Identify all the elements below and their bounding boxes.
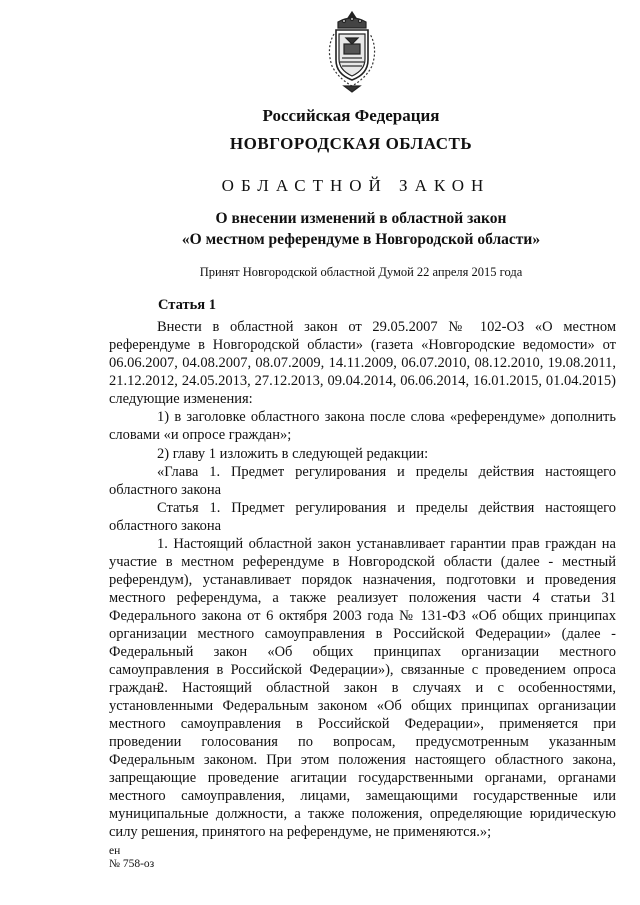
footer-number: № 758-оз [109, 858, 155, 870]
footer-initials: ен [109, 845, 121, 857]
country-name: Российская Федерация [262, 106, 440, 125]
paragraph-intro: Внести в областной закон от 29.05.2007 № 102-ОЗ «О местном референдуме в Новгородской области» (газета «Новгородские ведомости» от 06.06.2007, 04.08.2007, 08.07.2009, 14.11.2009, 06.07.2010, 08.12.2010, 19.08.2011, 21.12.2012, 24.05.2013, 27.12.2013, 09.04.2014, 06.06.2014, 16.01.2015, 01.04.2015) следующие изменения: [109, 319, 616, 407]
law-type: ОБЛАСТНОЙ ЗАКОН [221, 176, 491, 195]
adoption-date: Принят Новгородской областной Думой 22 апреля 2015 года [199, 265, 523, 279]
paragraph-item-2: 2) главу 1 изложить в следующей редакции: [157, 446, 429, 462]
article-paragraph [109, 499, 616, 535]
document-footer [109, 845, 154, 871]
clause-1: 1. Настоящий областной закон устанавливает гарантии прав граждан на участие в местном референдуме в Новгородской области (далее - местный референдум), устанавливает порядок назначения, подготовки и проведения местного референдума, а также реализует положения части 4 статьи 31 Федерального закона от 6 октября 2003 года № 131-ФЗ «Об общих принципах организации местного самоуправления в Российской Федерации» (далее - Федеральный закон «Об общих принципах организации местного самоуправления в Российской Федерации»), связанные с проведением опроса граждан. [109, 536, 616, 696]
law-title-line2: «О местном референдуме в Новгородской области» [181, 231, 541, 248]
clause-2: 2. Настоящий областной закон в случаях и с особенностями, установленными Федеральным законом «Об общих принципах организации местного самоуправления в Российской Федерации», применяется при проведении голосования по вопросам, предусмотренным указанным Федеральным законом. При этом положения настоящего областного закона, запрещающие проведение агитации государственными органами, органами местного самоуправления, лицами, замещающими государственные или муниципальные должности, а также положения, определяющие юридическую силу решения, принятого на референдуме, не применяются.»; [109, 680, 616, 840]
article-paragraph [109, 679, 616, 841]
article-paragraph [109, 535, 616, 697]
law-title-line1: О внесении изменений в областной закон [215, 210, 507, 227]
article-heading: Статья 1 [158, 297, 216, 313]
article-1-heading: Статья 1. Предмет регулирования и пределы действия настоящего областного закона [109, 500, 616, 534]
coat-of-arms-icon [324, 8, 380, 94]
chapter-heading: «Глава 1. Предмет регулирования и пределы действия настоящего областного закона [109, 464, 616, 498]
region-name: НОВГОРОДСКАЯ ОБЛАСТЬ [229, 134, 473, 153]
article-paragraph [109, 463, 616, 499]
article-paragraph [109, 408, 616, 444]
paragraph-item-1: 1) в заголовке областного закона после слова «референдуме» дополнить словами «и опросе граждан»; [109, 409, 616, 443]
article-paragraph [109, 445, 616, 463]
article-paragraph [109, 318, 616, 408]
